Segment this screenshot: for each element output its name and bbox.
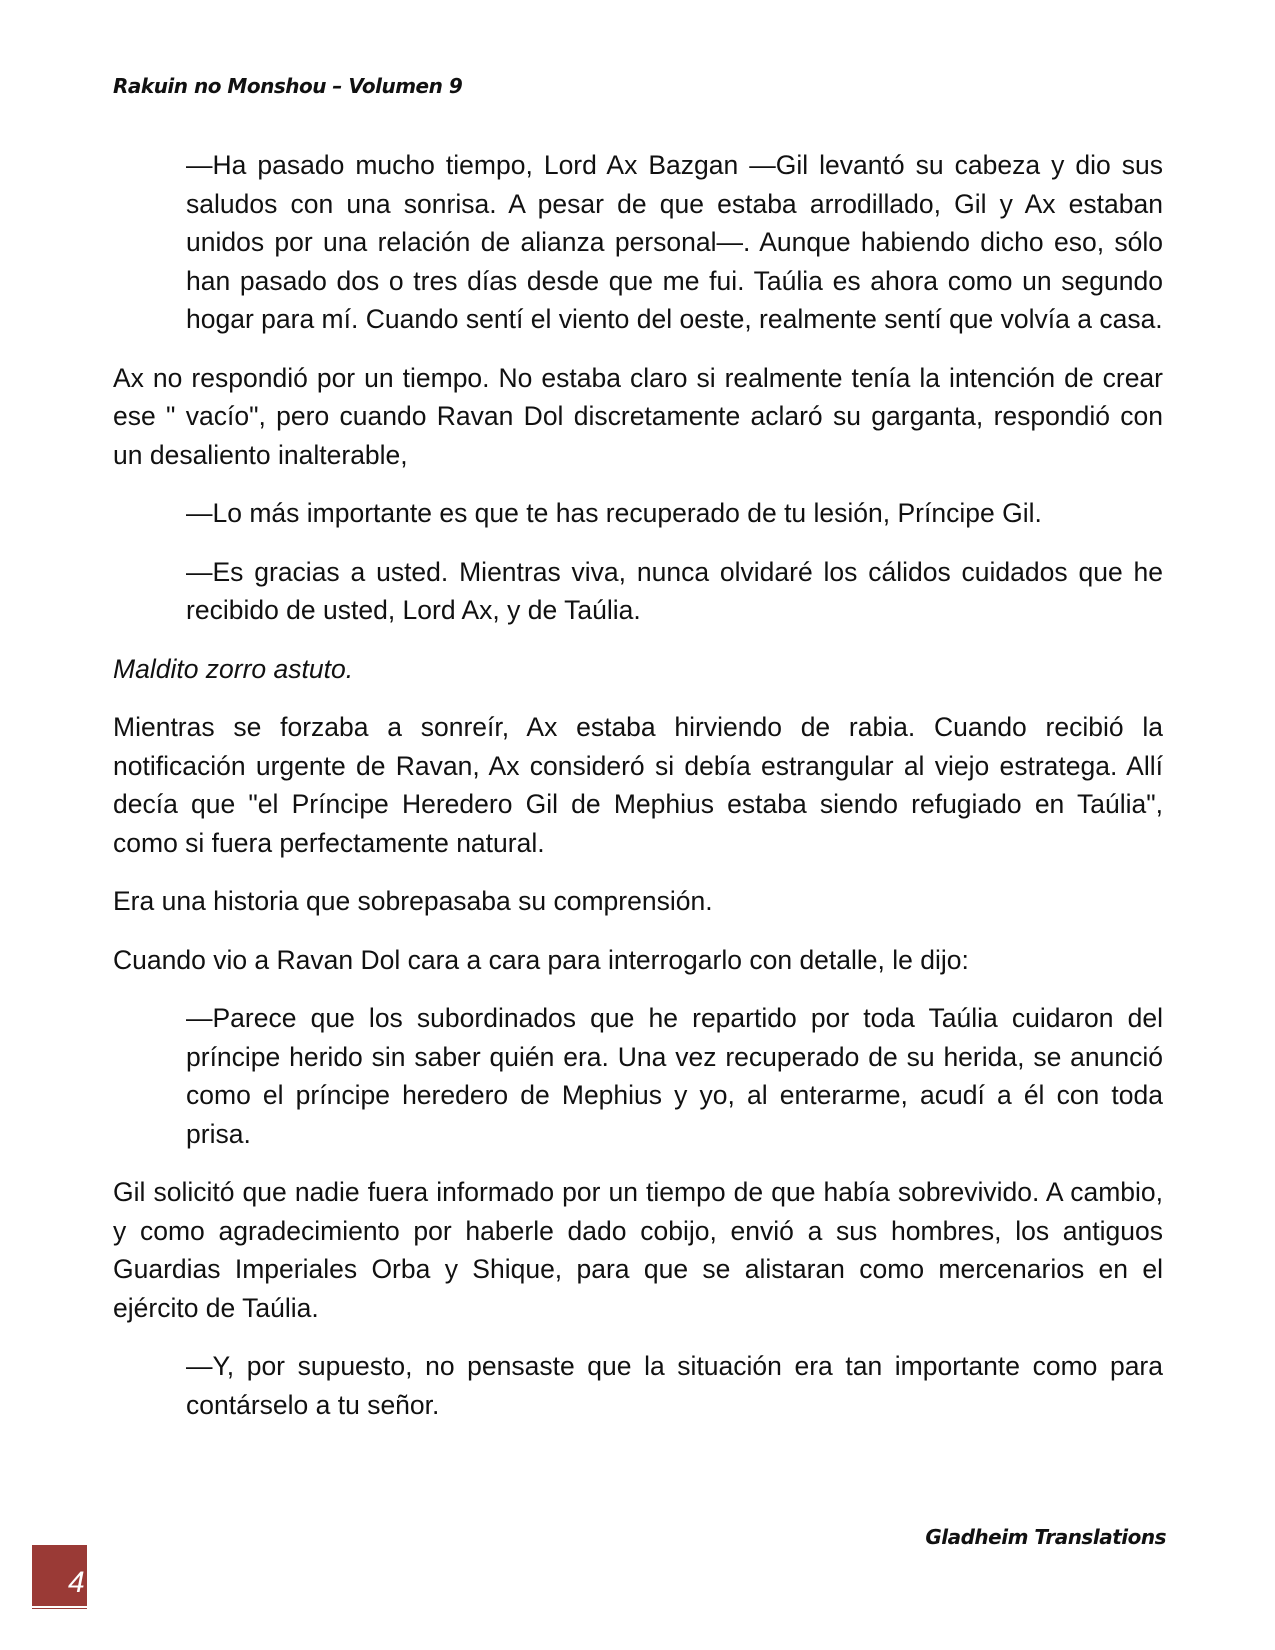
paragraph: Mientras se forzaba a sonreír, Ax estaba hirviendo de rabia. Cuando recibió la notificación urgente de Ravan, Ax consideró si debía estrangular al viejo estratega. Allí decía que "el Príncipe Heredero Gil de Mephius estaba siendo refugiado en Taúlia", como si fuera perfectamente natural. [113,712,1163,858]
page-number: 4 [68,1566,85,1599]
paragraph: Gil solicitó que nadie fuera informado por un tiempo de que había sobrevivido. A cambio, y como agradecimiento por haberle dado cobijo, envió a sus hombres, los antiguos Guardias Imperiales Orba y Shique, para que se alistaran como mercenarios en el ejército de Taúlia. [113,1177,1163,1323]
paragraph-thought: Maldito zorro astuto. [113,653,354,684]
paragraph: Era una historia que sobrepasaba su comprensión. [113,886,713,916]
paragraph-dialogue: —Parece que los subordinados que he repartido por toda Taúlia cuidaron del príncipe herido sin saber quién era. Una vez recuperado de su herida, se anunció como el príncipe heredero de Mephius y yo, al enterarme, acudí a él con toda prisa. [186,1003,1163,1149]
paragraph: Ax no respondió por un tiempo. No estaba claro si realmente tenía la intención de crear ese " vacío", pero cuando Ravan Dol discretamente aclaró su garganta, respondió con un desaliento inalterable, [113,362,1163,470]
paragraph: Cuando vio a Ravan Dol cara a cara para interrogarlo con detalle, le dijo: [113,944,969,975]
paragraph-dialogue: —Es gracias a usted. Mientras viva, nunca olvidaré los cálidos cuidados que he recibido de usted, Lord Ax, y de Taúlia. [186,556,1163,625]
paragraph-dialogue: —Y, por supuesto, no pensaste que la situación era tan importante como para contárselo a tu señor. [186,1351,1163,1420]
paragraph-dialogue: —Lo más importante es que te has recuperado de tu lesión, Príncipe Gil. [186,498,1042,528]
running-header: Rakuin no Monshou – Volumen 9 [113,74,463,98]
paragraph-dialogue: —Ha pasado mucho tiempo, Lord Ax Bazgan —Gil levantó su cabeza y dio sus saludos con una sonrisa. A pesar de que estaba arrodillado, Gil y Ax estaban unidos por una relación de alianza personal—. Aunque habiendo dicho eso, sólo han pasado dos o tres días desde que me fui. Taúlia es ahora como un segundo hogar para mí. Cuando sentí el viento del oeste, realmente sentí que volvía a casa. [186,150,1163,334]
page-number-underline [32,1606,87,1608]
page-body [113,146,1163,1444]
footer-credit: Gladheim Translations [925,1525,1166,1549]
